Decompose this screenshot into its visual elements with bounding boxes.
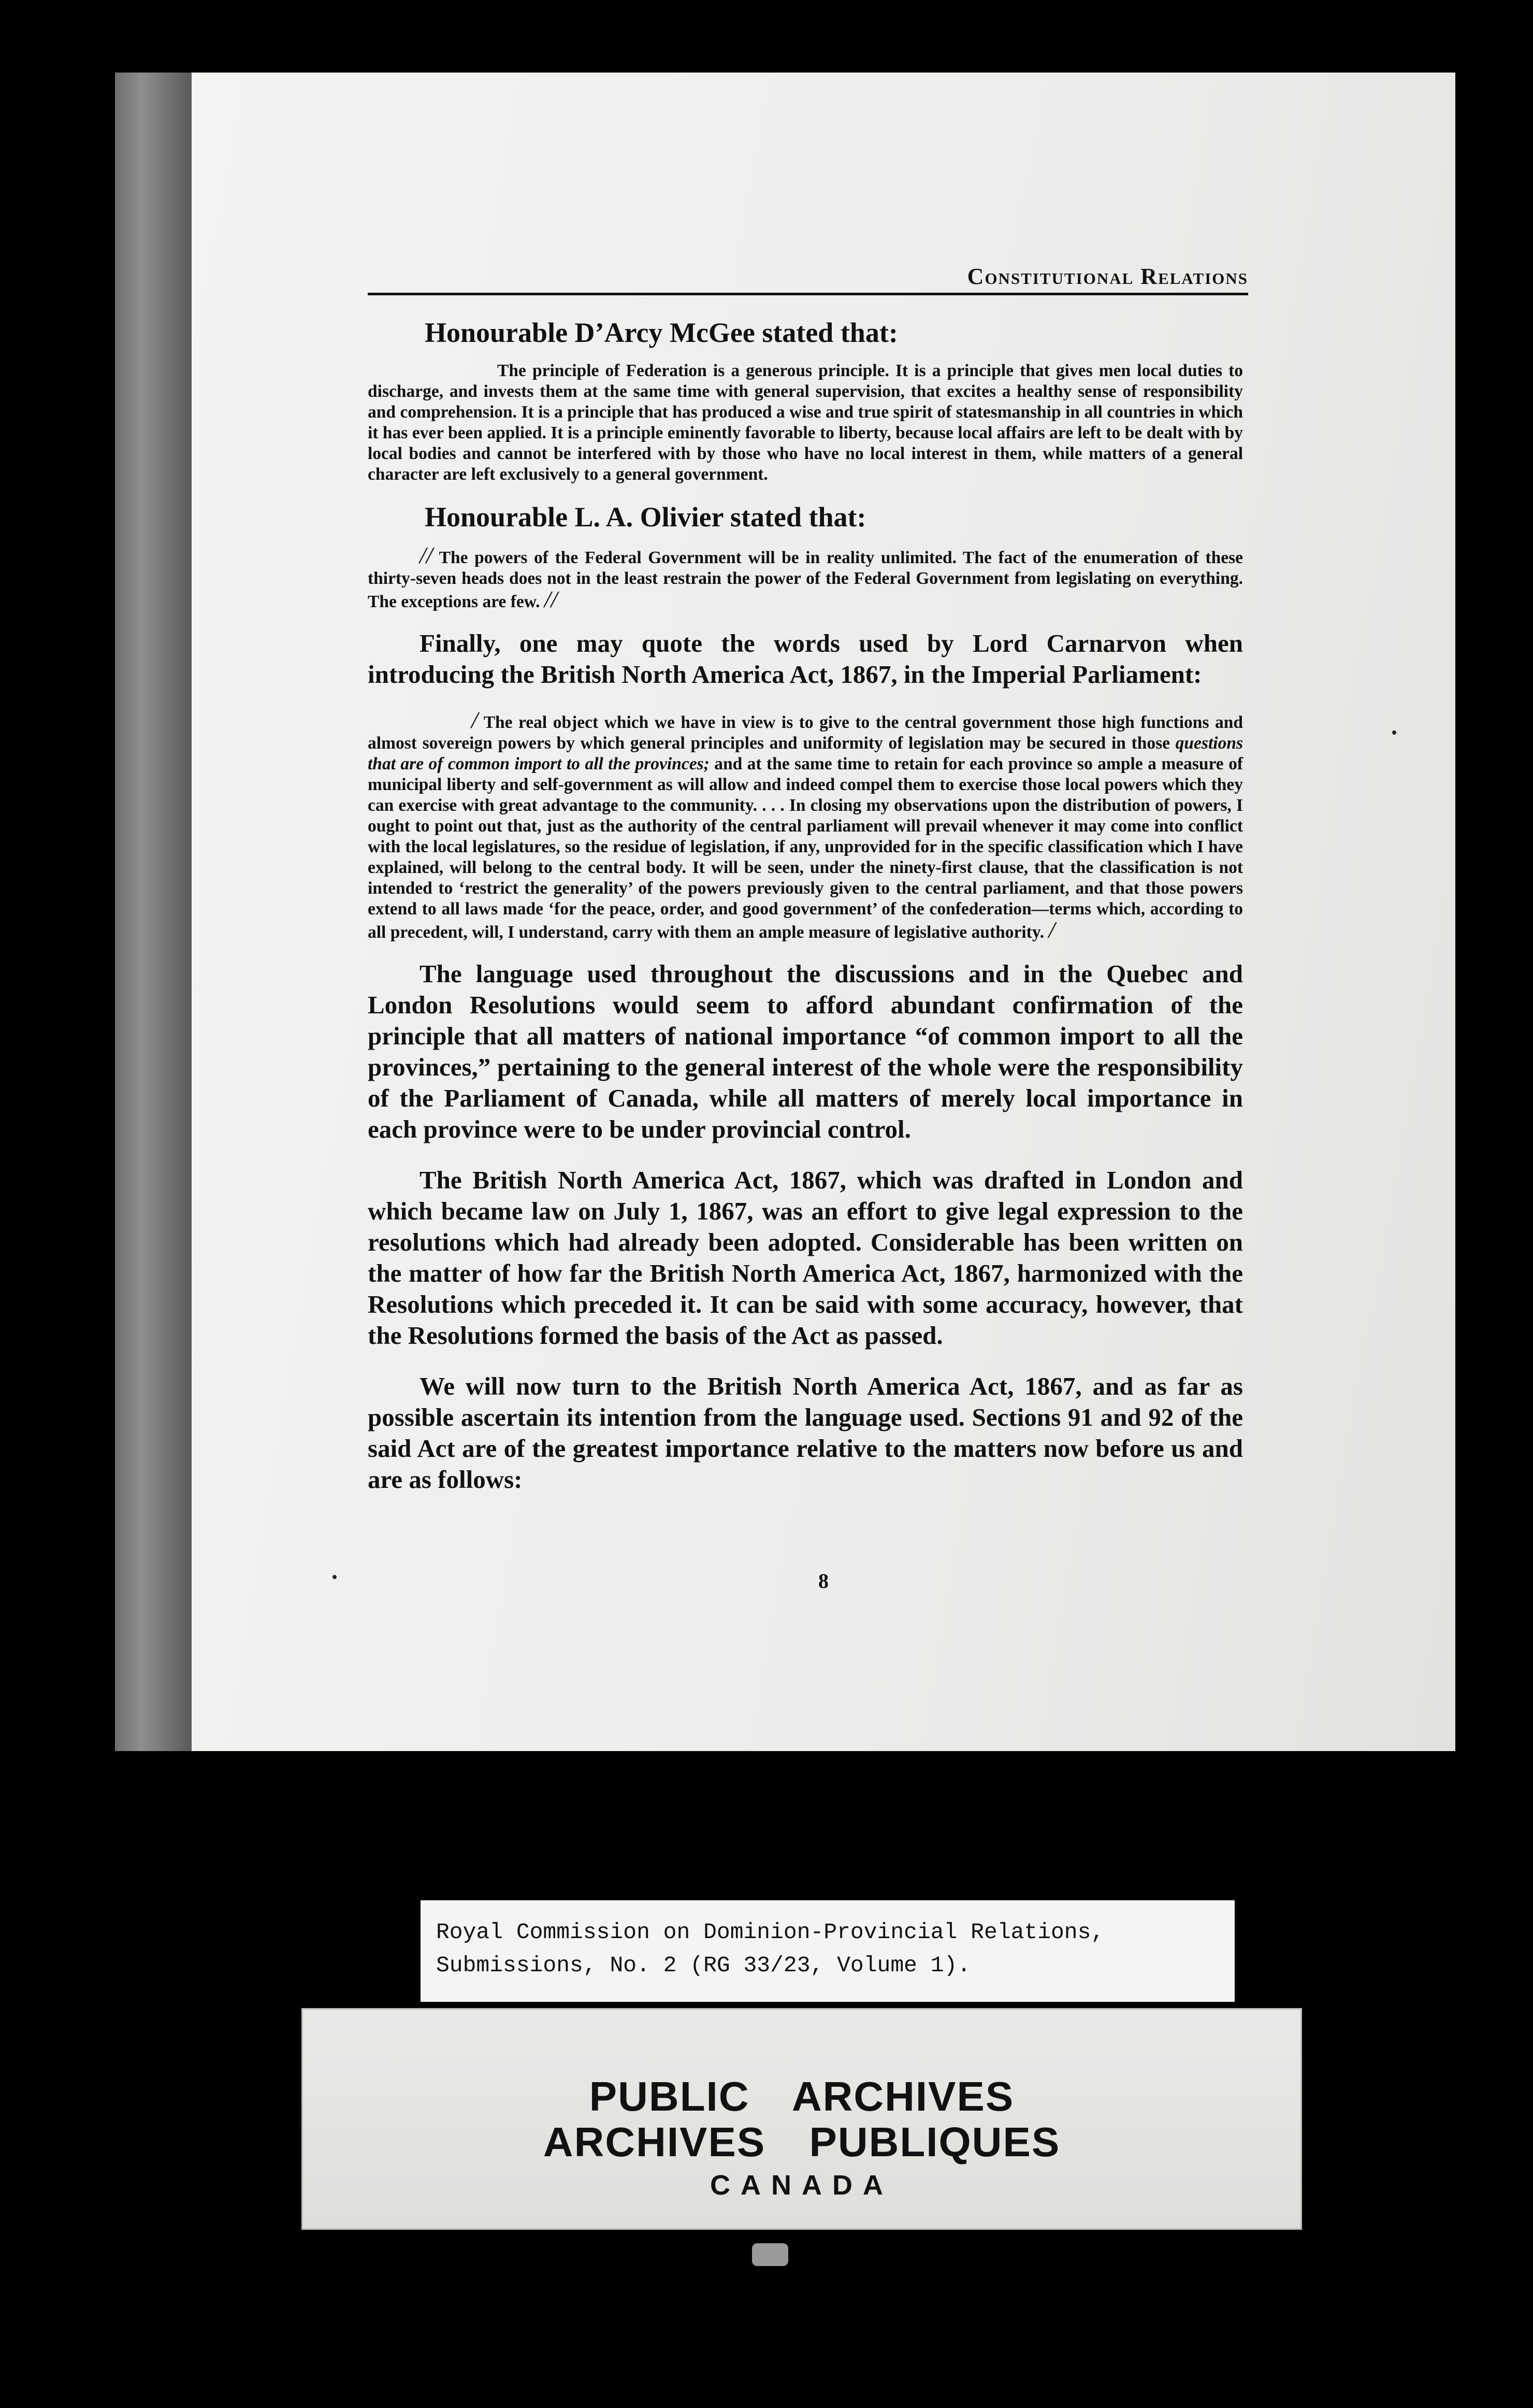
reference-label <box>421 1900 1235 2002</box>
page-body <box>368 316 1243 1515</box>
archives-line-2: ARCHIVES PUBLIQUES <box>543 2119 1061 2165</box>
document-page <box>192 73 1455 1751</box>
archives-label <box>301 2008 1302 2230</box>
speck-mark <box>1392 730 1396 735</box>
quote-carnarvon-italic: questions that are of common import to all the provinces; <box>368 734 1243 773</box>
carnarvon-open-mark: / <box>471 707 478 733</box>
quote-olivier <box>368 542 1243 612</box>
archives-line-1: PUBLIC ARCHIVES <box>589 2073 1015 2119</box>
carnarvon-intro: Finally, one may quote the words used by Lord Carnarvon when introducing the British North America Act, 1867, in the Imperial Parliament: <box>368 629 1243 689</box>
page-number: 8 <box>818 1569 829 1593</box>
reference-line-2: Submissions, No. 2 (RG 33/23, Volume 1). <box>436 1953 971 1978</box>
paragraph-bna-act: The British North America Act, 1867, which was drafted in London and which became law on July 1, 1867, was an effort to give legal expression to the resolutions which had already been adopted. Considerable has been written on the matter of how far the British North America Act, 1867, harmonized with the Resolutions which preceded it. It can be said with some accuracy, however, that the Resolutions formed the basis of the Act as passed. <box>368 1166 1243 1350</box>
speaker-olivier: Honourable L. A. Olivier stated that: <box>425 501 866 533</box>
quote-carnarvon-text-b: and at the same time to retain for each province so ample a measure of municipal liberty and self-government as will allow and indeed compel them to exercise those local powers which they can exercise with great advantage to the community. . . . In closing my observations upon the distribution of powers, I ought to point out that, just as the authority of the central parliament will prevail whenever it may come into conflict with the local legislatures, so the residue of legislation, if any, unprovided for in the specific classification which I have explained, will belong to the central body. It will be seen, under the ninety-first clause, that the classification is not intended to ‘restrict the generality’ of the powers previously given to the central parliament, and that those powers extend to all laws made ‘for the peace, order, and good government’ of the confederation—terms which, according to all precedent, will, I understand, carry with them an ample measure of legislative authority. <box>368 754 1243 942</box>
speaker-mcgee: Honourable D’Arcy McGee stated that: <box>425 317 898 348</box>
quote-mcgee-text: The principle of Federation is a generous principle. It is a principle that gives men local duties to discharge, and invests them at the same time with general supervision, that excites a healthy sense of responsibility and comprehension. It is a principle that has produced a wise and true spirit of statesmanship in all countries in which it has ever been applied. It is a principle eminently favorable to liberty, because local affairs are left to be dealt with by local bodies and cannot be interfered with by those who have no local interest in them, while matters of a general character are left exclusively to a general government. <box>368 361 1243 484</box>
quote-carnarvon-text-a: The real object which we have in view is to give to the central government those high functions and almost sovereign powers by which general principles and uniformity of legislation may be secured in those <box>368 713 1243 753</box>
open-quote-mark: // <box>420 542 433 568</box>
speck-mark <box>332 1575 337 1579</box>
carnarvon-close-mark: / <box>1048 916 1055 943</box>
binder-clip-icon <box>752 2243 788 2266</box>
book-spine-shadow <box>115 73 192 1751</box>
quote-carnarvon <box>368 707 1243 943</box>
archives-line-3: CANADA <box>710 2170 893 2201</box>
close-quote-mark: // <box>544 586 558 612</box>
quote-olivier-text: The powers of the Federal Government will be in reality unlimited. The fact of the enumeration of these thirty-seven heads does not in the least restrain the power of the Federal Government from legislating on everything. The exceptions are few. <box>368 548 1243 611</box>
quote-mcgee <box>368 361 1243 485</box>
running-head: Constitutional Relations <box>368 263 1248 295</box>
reference-line-1: Royal Commission on Dominion-Provincial Relations, <box>436 1919 1105 1945</box>
paragraph-sections: We will now turn to the British North America Act, 1867, and as far as possible ascertain its intention from the language used. Sections 91 and 92 of the said Act are of the greatest importance relative to the matters now before us and are as follows: <box>368 1372 1243 1494</box>
paragraph-language: The language used throughout the discussions and in the Quebec and London Resolutions would seem to afford abundant confirmation of the principle that all matters of national importance “of common import to all the provinces,” pertaining to the general interest of the whole were the responsibility of the Parliament of Canada, while all matters of merely local importance in each province were to be under provincial control. <box>368 959 1243 1143</box>
